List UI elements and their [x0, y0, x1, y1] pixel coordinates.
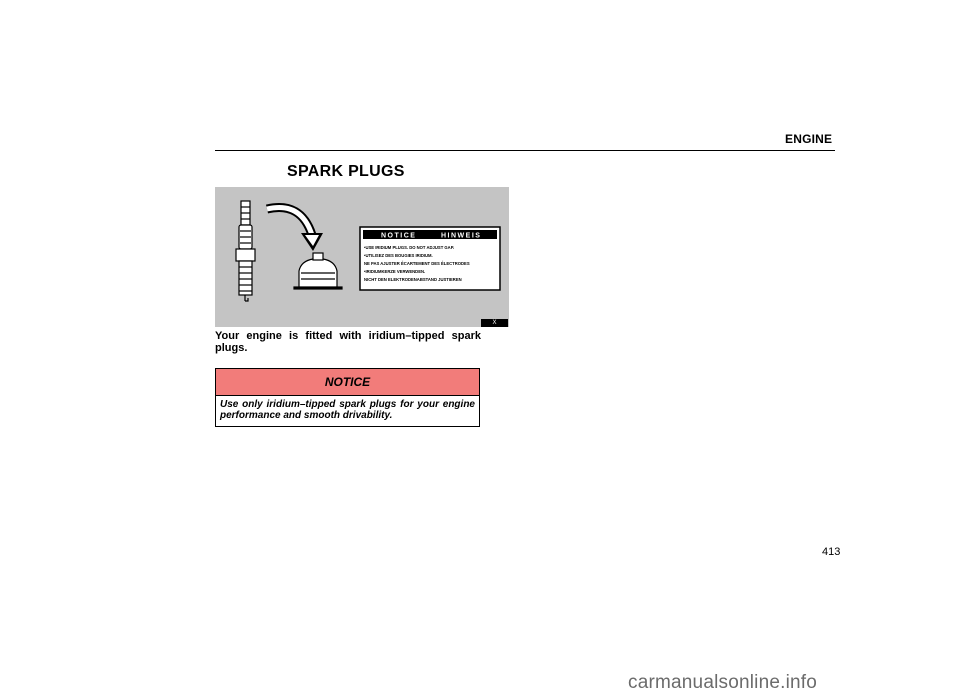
- spark-plug-illustration: [215, 187, 509, 327]
- header-rule: [215, 150, 835, 151]
- label-line: •IRIDIUMKERZE VERWENDEN.: [364, 269, 426, 274]
- notice-label-plate: [360, 227, 500, 290]
- spark-plug-figure: [215, 187, 509, 327]
- intro-paragraph: Your engine is fitted with iridium–tipped spark plugs.: [215, 330, 481, 354]
- label-heading-left: NOTICE: [381, 232, 417, 240]
- notice-title: NOTICE: [216, 369, 479, 396]
- label-line: NICHT DEN ELEKTRODENABSTAND JUSTIEREN: [364, 277, 462, 282]
- figure-code: X: [481, 319, 508, 327]
- page-number: 413: [822, 546, 841, 558]
- notice-box: [215, 368, 480, 427]
- watermark: carmanualsonline.info: [628, 672, 818, 693]
- section-title: SPARK PLUGS: [287, 163, 405, 180]
- label-line: NE PAS AJUSTER ÉCARTEMENT DES ÉLECTRODES: [364, 261, 470, 266]
- header-section-label: ENGINE: [785, 132, 833, 146]
- notice-text: Use only iridium–tipped spark plugs for your engine performance and smooth drivability.: [220, 399, 475, 421]
- label-heading-right: HINWEIS: [441, 232, 482, 240]
- label-line: •USE IRIDIUM PLUGS. DO NOT ADJUST GAP.: [364, 245, 455, 250]
- label-line: •UTILISEZ DES BOUGIES IRIDIUM.: [364, 253, 433, 258]
